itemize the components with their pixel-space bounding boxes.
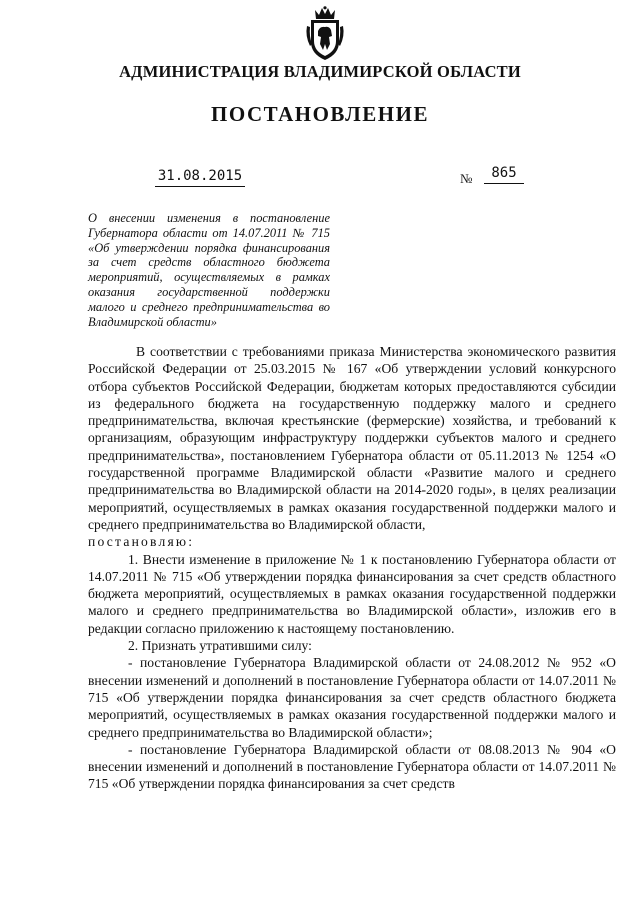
item-2-paragraph: 2. Признать утратившими силу: — [128, 638, 312, 654]
coat-of-arms-icon — [303, 6, 347, 62]
document-number-label: № — [460, 171, 473, 186]
document-number: 865 — [484, 165, 524, 184]
item-2b-paragraph: - постановление Губернатора Владимирской области от 08.08.2013 № 904 «О внесении изменений и дополнений в постановление Губернатора области от 14.07.2011 № 715 «Об утверждении порядка финансирования за счет средств — [88, 741, 616, 792]
preamble-paragraph: В соответствии с требованиями приказа Министерства экономического развития Российской Федерации от 25.03.2015 № 167 «Об утверждении условий конкурсного отбора субъектов Российской Федерации, бюджетам которых предоставляются субсидии из федерального бюджета на государственную поддержку малого и среднего предпринимательства, включая крестьянские (фермерские) хозяйства, и требований к организациям, образующим инфраструктуру поддержки субъектов малого и среднего предпринимательства», постановлением Губернатора области от 05.11.2013 № 1254 «О государственной программе Владимирской области «Развитие малого и среднего предпринимательства во Владимирской области на 2014-2020 годы», в целях реализации мероприятий, осуществляемых в рамках оказания государственной поддержки малого и среднего предпринимательства во Владимирской области, — [88, 344, 616, 532]
organization-title: АДМИНИСТРАЦИЯ ВЛАДИМИРСКОЙ ОБЛАСТИ — [119, 62, 521, 81]
item-1-paragraph: 1. Внести изменение в приложение № 1 к постановлению Губернатора области от 14.07.2011 № 715 «Об утверждении порядка финансирования за счет средств областного бюджета мероприятий, осуществляемых в рамках оказания государственной поддержки малого и среднего предпринимательства во Владимирской области», изложив его в редакции согласно приложению к настоящему постановлению. — [88, 551, 616, 636]
document-date: 31.08.2015 — [155, 168, 245, 187]
item-2a-paragraph: - постановление Губернатора Владимирской области от 24.08.2012 № 952 «О внесении изменений и дополнений в постановление Губернатора области от 14.07.2011 № 715 «Об утверждении порядка финансирования за счет средств областного бюджета мероприятий, осуществляемых в рамках оказания государственной поддержки малого и среднего предпринимательства во Владимирской области»; — [88, 655, 616, 740]
document-type-heading: ПОСТАНОВЛЕНИЕ — [211, 102, 429, 126]
document-body — [88, 343, 616, 793]
resolve-line: постановляю: — [88, 534, 195, 550]
document-subject: О внесении изменения в постановление Губернатора области от 14.07.2011 № 715 «Об утверждении порядка финансирования за счет средств областного бюджета мероприятий, осуществляемых в рамках оказания государственной поддержки малого и среднего предпринимательства во Владимирской области» — [88, 211, 330, 329]
